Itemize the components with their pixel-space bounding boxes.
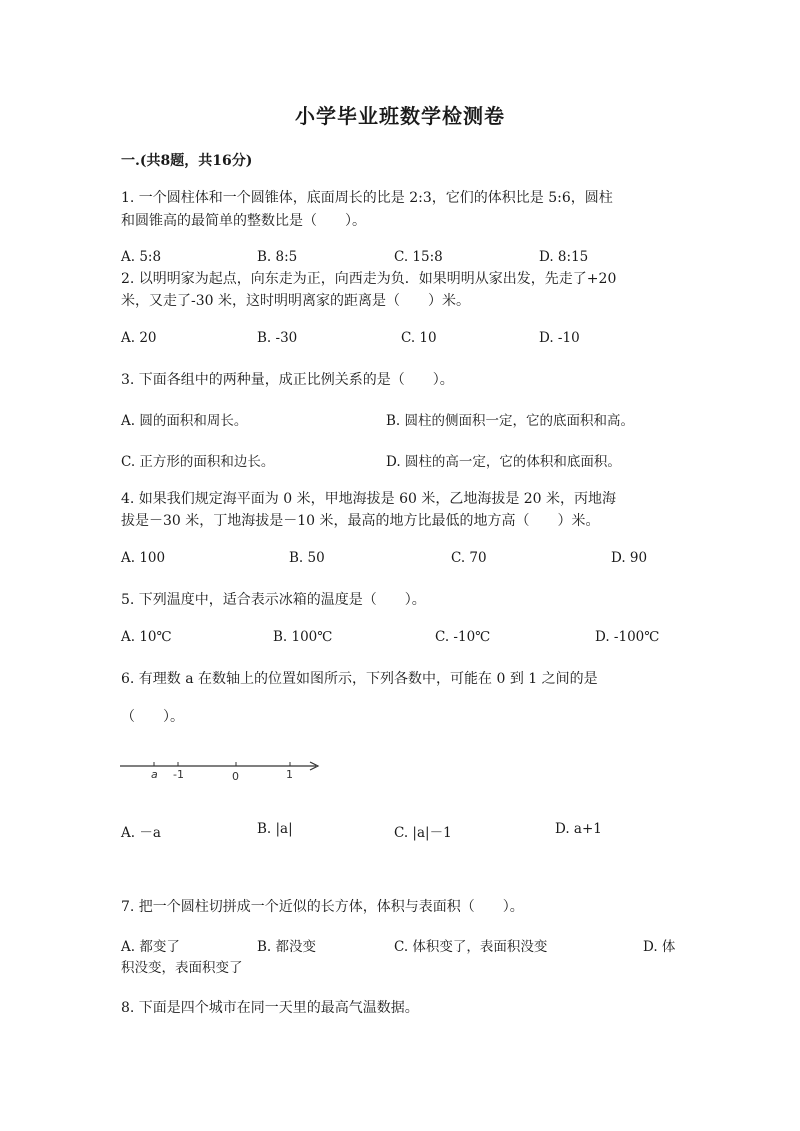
question-6-text-line2: （ ）。 [121,709,184,725]
option-d: D. a+1 [555,821,602,837]
option-d-continued: 积没变，表面积变了 [121,960,243,976]
option-a: A. 20 [121,330,157,346]
option-b: B. -30 [257,330,298,346]
option-c: C. 15:8 [394,249,443,265]
option-b: B. 50 [289,550,325,566]
page-title: 小学毕业班数学检测卷 [295,104,505,128]
option-a: A. 5:8 [121,249,162,265]
option-c: C. |a|－1 [394,825,452,841]
axis-label-neg1: -1 [173,768,184,781]
question-4-text-line1: 4. 如果我们规定海平面为 0 米，甲地海拔是 60 米，乙地海拔是 20 米，丙地海 [121,491,617,507]
option-d: D. 圆柱的高一定，它的体积和底面积。 [386,454,621,470]
option-d: D. 体 [643,939,676,955]
option-b: B. 都没变 [257,939,317,955]
option-d: D. 90 [611,550,648,566]
question-6-text-line1: 6. 有理数 a 在数轴上的位置如图所示，下列各数中，可能在 0 到 1 之间的是 [121,671,598,687]
option-c: C. 10 [401,330,437,346]
option-b: B. 100℃ [273,629,333,645]
question-2-text-line1: 2. 以明明家为起点，向东走为正，向西走为负．如果明明从家出发，先走了+20 [121,271,617,287]
axis-label-a: a [151,768,158,781]
question-3-text-line1: 3. 下面各组中的两种量，成正比例关系的是（ ）。 [121,372,454,388]
option-a: A. 圆的面积和周长。 [121,413,248,429]
option-a: A. 都变了 [121,939,180,955]
question-1-text-line2: 和圆锥高的最简单的整数比是（ ）。 [121,213,366,229]
option-a: A. 100 [121,550,166,566]
question-7-text-line1: 7. 把一个圆柱切拼成一个近似的长方体，体积与表面积（ ）。 [121,899,524,915]
option-d: D. -100℃ [595,629,660,645]
option-b: B. 圆柱的侧面积一定，它的底面积和高。 [386,413,635,429]
option-d: D. 8:15 [539,249,589,265]
option-c: C. 70 [451,550,487,566]
number-line-figure [118,756,328,786]
question-1-text-line1: 1. 一个圆柱体和一个圆锥体，底面周长的比是 2:3，它们的体积比是 5:6，圆柱 [121,190,613,206]
question-2-text-line2: 米，又走了-30 米，这时明明离家的距离是（ ）米。 [121,293,470,309]
axis-label-1: 1 [286,768,293,781]
option-a: A. －a [121,825,161,841]
option-b: B. 8:5 [257,249,298,265]
axis-label-0: 0 [232,770,239,783]
question-4-text-line2: 拔是－30 米，丁地海拔是－10 米，最高的地方比最低的地方高（ ）米。 [121,513,600,529]
option-d: D. -10 [539,330,580,346]
option-c: C. -10℃ [435,629,491,645]
option-b: B. |a| [257,821,293,837]
section-heading: 一.(共8题，共16分) [121,153,253,169]
question-5-text-line1: 5. 下列温度中，适合表示冰箱的温度是（ ）。 [121,592,426,608]
question-8-text-line1: 8. 下面是四个城市在同一天里的最高气温数据。 [121,1000,419,1016]
option-a: A. 10℃ [121,629,172,645]
option-c: C. 正方形的面积和边长。 [121,454,275,470]
option-c: C. 体积变了，表面积没变 [394,939,548,955]
